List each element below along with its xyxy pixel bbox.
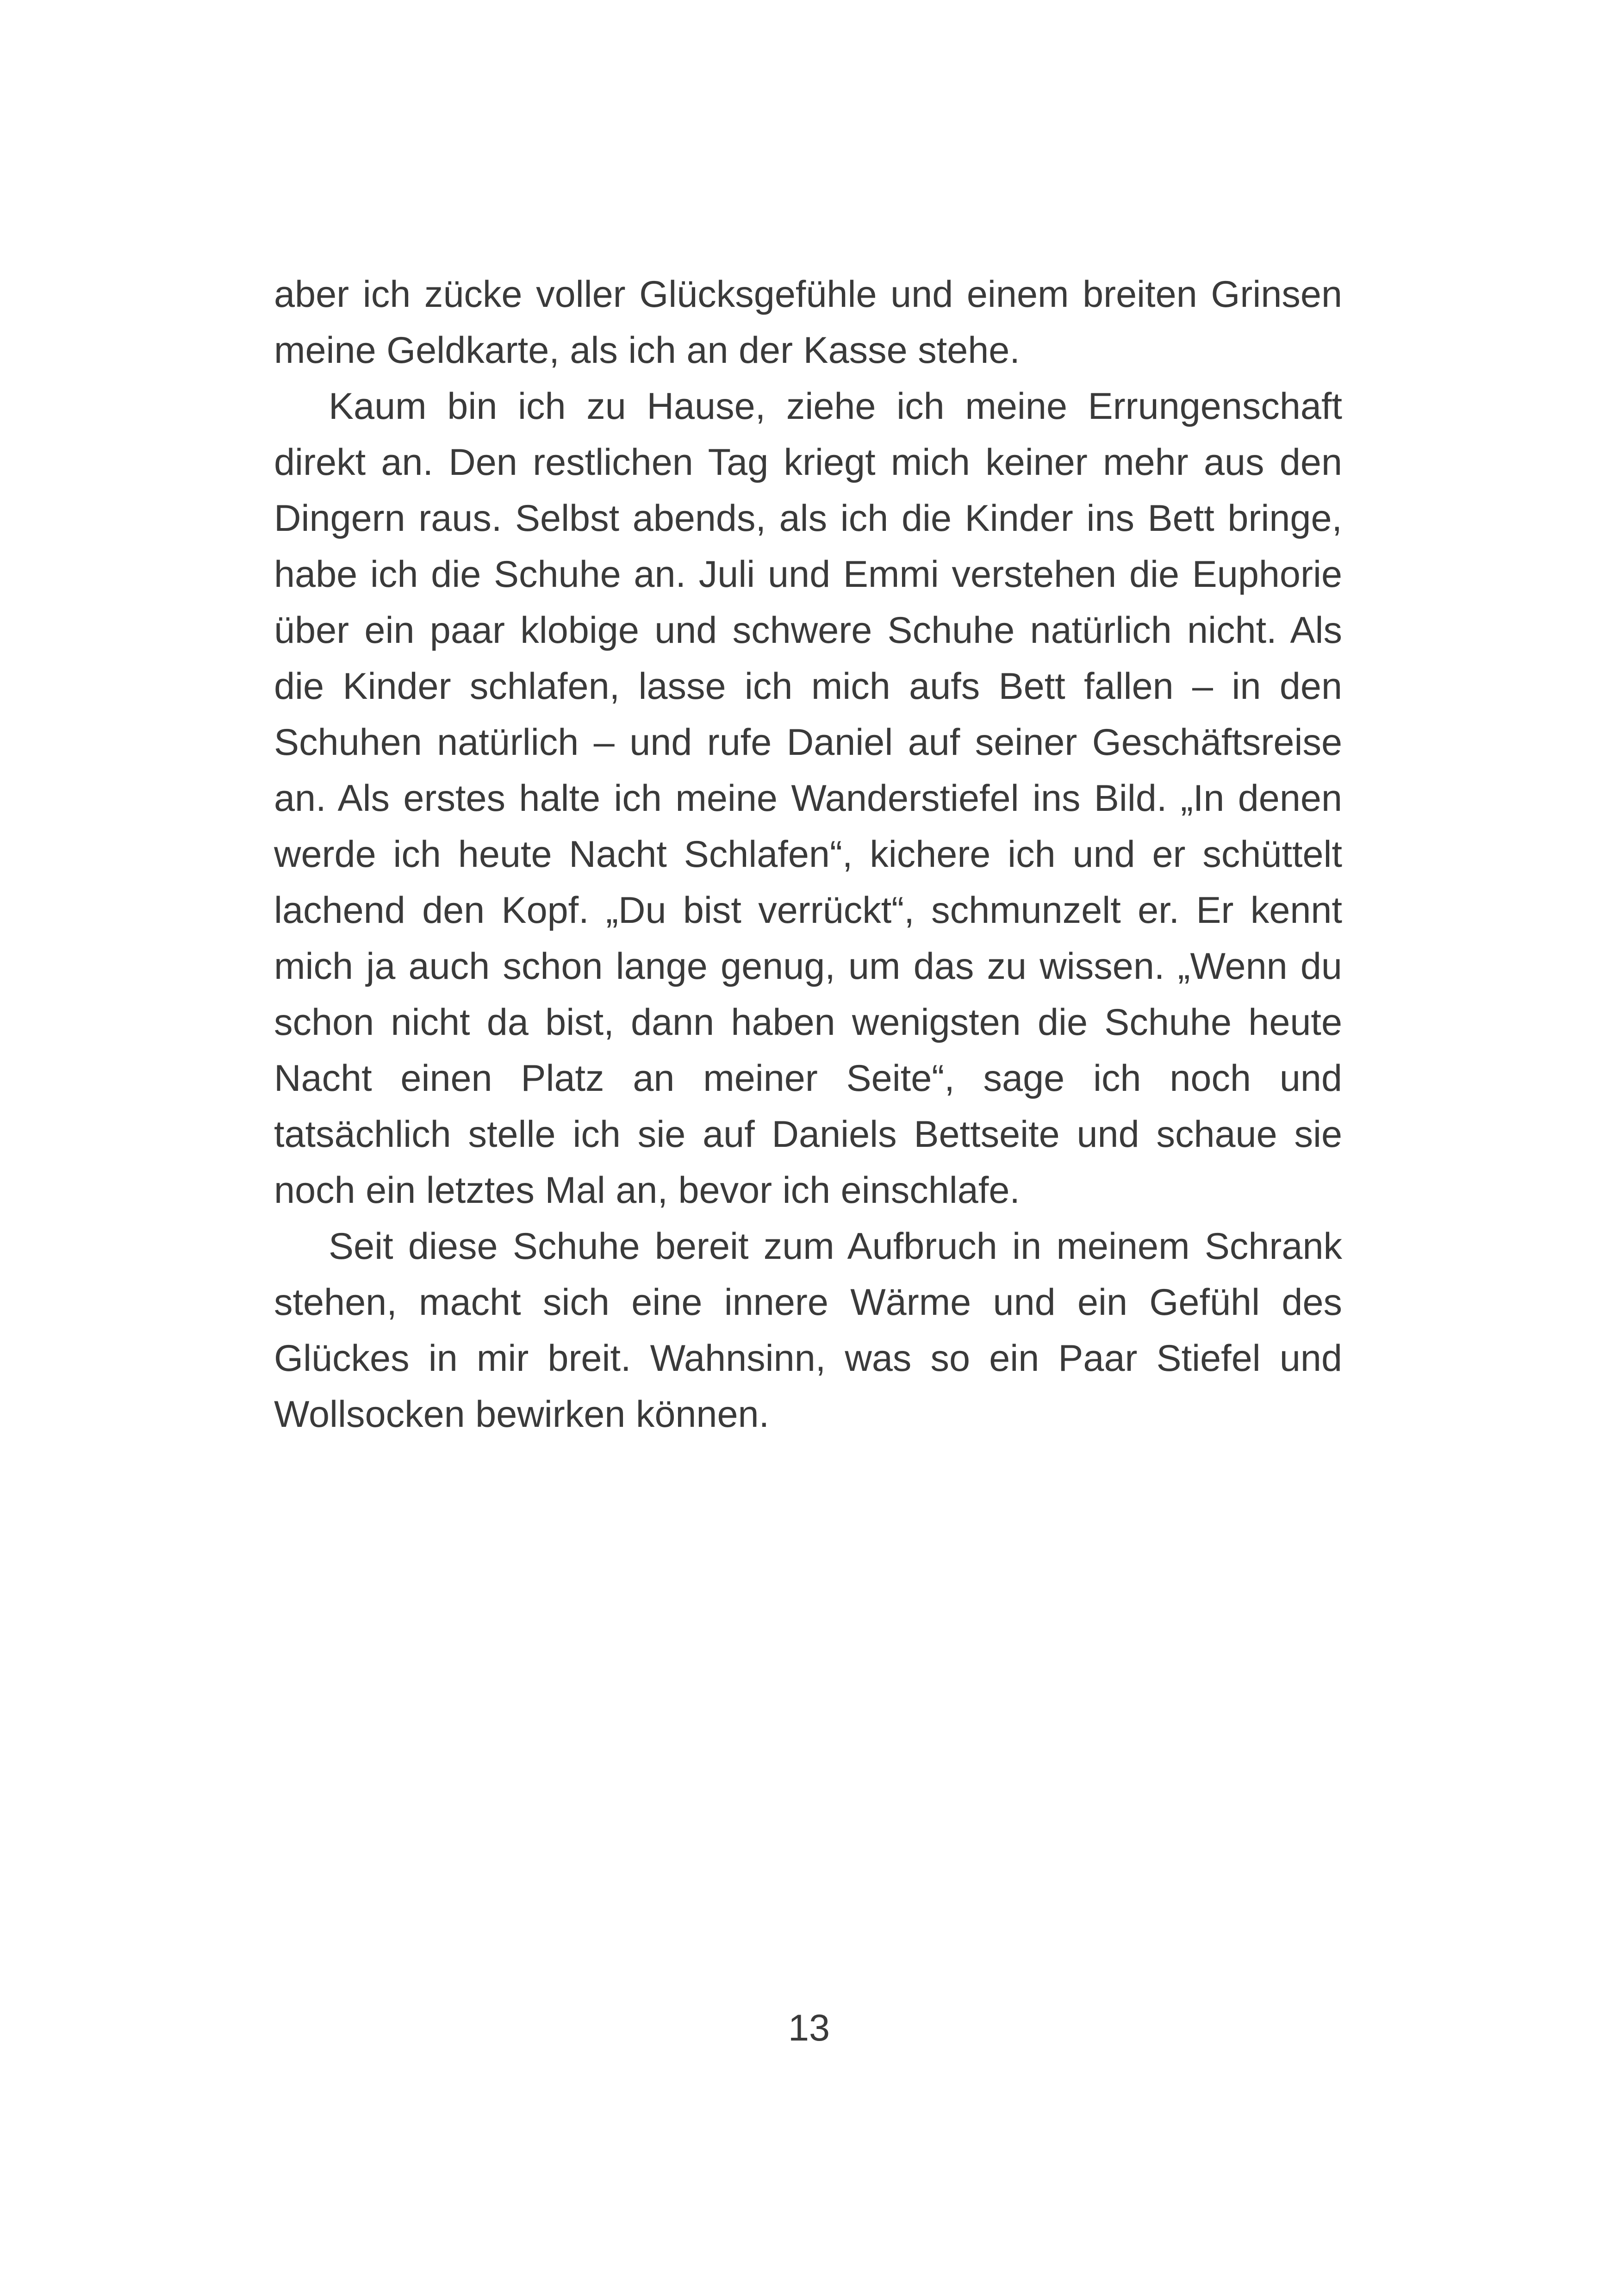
paragraph-1: aber ich zücke voller Glücksgefühle und einem breiten Grinsen meine Geldkarte, als ich an der Kasse stehe. (274, 274, 1342, 371)
page-number: 13 (788, 2007, 830, 2049)
paragraph-2: Kaum bin ich zu Hause, ziehe ich meine Errungenschaft direkt an. Den restlichen Tag kriegt mich keiner mehr aus den Dingern raus. Selbst abends, als ich die Kinder ins Bett bringe, habe ich die Schuhe an. Juli und Emmi verstehen die Euphorie über ein paar klobige und schwere Schuhe natürlich nicht. Als die Kinder schlafen, lasse ich mich aufs Bett fallen – in den Schuhen natürlich – und rufe Daniel auf seiner Geschäftsreise an. Als erstes halte ich meine Wanderstiefel ins Bild. „In denen werde ich heute Nacht Schlafen“, kichere ich und er schüttelt lachend den Kopf. „Du bist verrückt“, schmunzelt er. Er kennt mich ja auch schon lange genug, um das zu wissen. „Wenn du schon nicht da bist, dann haben wenigsten die Schuhe heute Nacht einen Platz an meiner Seite“, sage ich noch und tatsächlich stelle ich sie auf Daniels Bettseite und schaue sie noch ein letztes Mal an, bevor ich einschlafe. (274, 386, 1342, 1211)
body-text (274, 267, 1342, 1443)
paragraph-3: Seit diese Schuhe bereit zum Aufbruch in meinem Schrank stehen, macht sich eine innere Wärme und ein Gefühl des Glückes in mir breit. Wahnsinn, was so ein Paar Stiefel und Wollsocken bewirken können. (274, 1226, 1342, 1435)
